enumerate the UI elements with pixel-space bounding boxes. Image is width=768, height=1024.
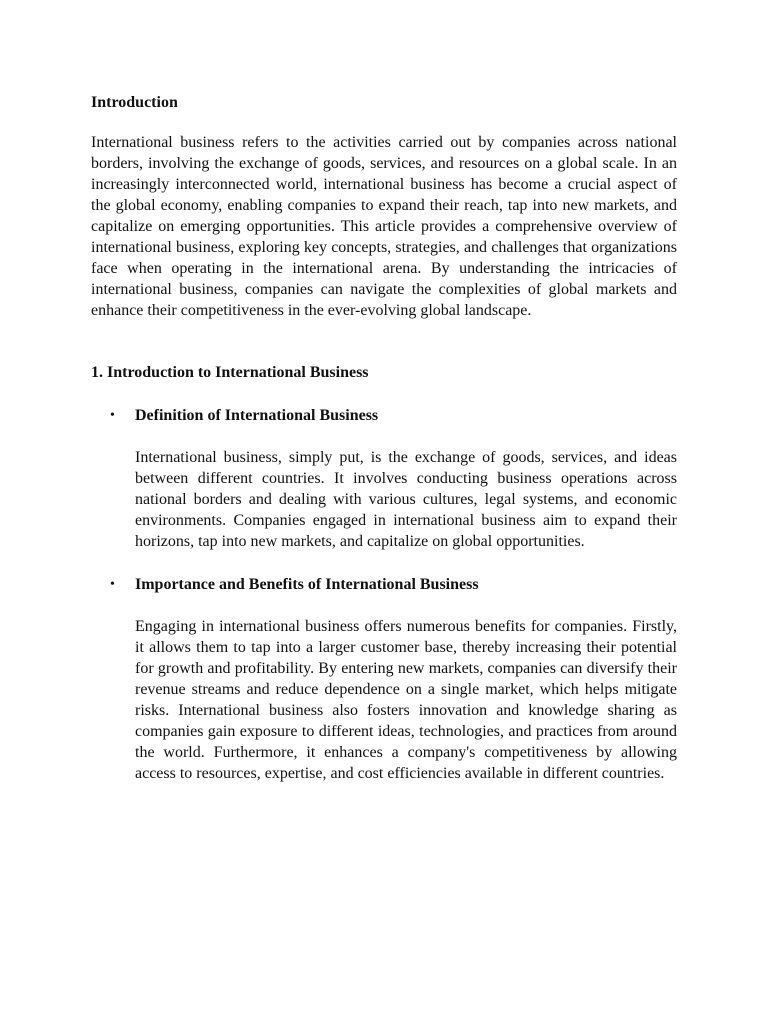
bullet-item-definition xyxy=(110,405,677,552)
bullet-glyph: • xyxy=(110,577,115,592)
intro-paragraph: International business refers to the activities carried out by companies across national borders, involving the exchange of goods, services, and resources on a global scale. In an increasingly interconnected world, international business has become a crucial aspect of the global economy, enabling companies to expand their reach, tap into new markets, and capitalize on emerging opportunities. This article provides a comprehensive overview of international business, exploring key concepts, strategies, and challenges that organizations face when operating in the international arena. By understanding the intricacies of international business, companies can navigate the complexities of global markets and enhance their competitiveness in the ever-evolving global landscape. xyxy=(91,134,677,319)
bullet-title-definition: Definition of International Business xyxy=(135,407,379,424)
bullet-glyph: • xyxy=(110,408,115,423)
bullet-title-importance: Importance and Benefits of International Business xyxy=(135,576,479,593)
bullet-item-importance xyxy=(110,574,677,784)
bullet-body-definition: International business, simply put, is the exchange of goods, services, and ideas between different countries. It involves conducting business operations across national borders and dealing with various cultures, legal systems, and economic environments. Companies engaged in international business aim to expand their horizons, tap into new markets, and capitalize on global opportunities. xyxy=(135,449,677,550)
document-page xyxy=(91,92,677,784)
intro-heading: Introduction xyxy=(91,94,178,111)
bullet-body-importance: Engaging in international business offers numerous benefits for companies. Firstly, it allows them to tap into a larger customer base, thereby increasing their potential for growth and profitability. By entering new markets, companies can diversify their revenue streams and reduce dependence on a single market, which helps mitigate risks. International business also fosters innovation and knowledge sharing as companies gain exposure to different ideas, technologies, and practices from around the world. Furthermore, it enhances a company's competitiveness by allowing access to resources, expertise, and cost efficiencies available in different countries. xyxy=(135,618,677,782)
section-1-heading: 1. Introduction to International Business xyxy=(91,364,369,381)
